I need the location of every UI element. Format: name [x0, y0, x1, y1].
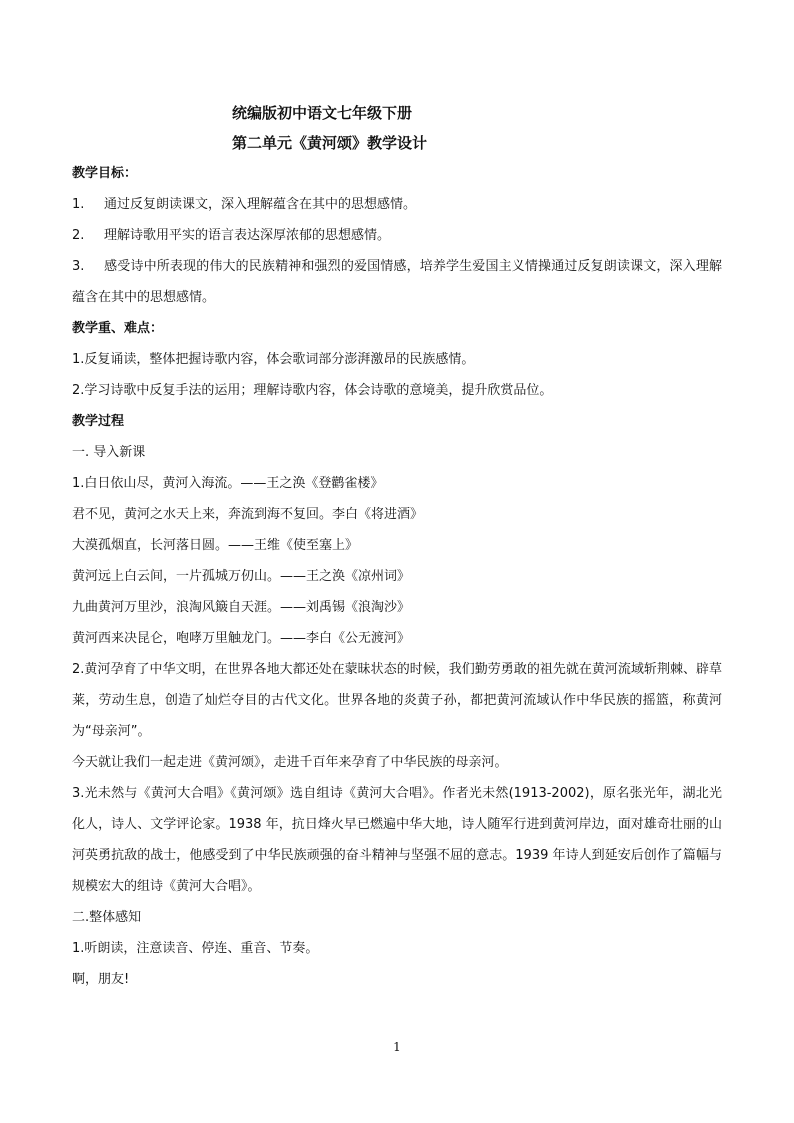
objectives-heading: 教学目标：	[72, 166, 138, 181]
objective-item-2	[72, 220, 722, 251]
key-points-heading: 教学重、难点：	[72, 321, 164, 336]
poem-line-1: 1.白日依山尽，黄河入海流。——王之涣《登鹳雀楼》	[72, 476, 384, 491]
section-2-heading: 二.整体感知	[72, 910, 142, 925]
poem-line-6: 黄河西来决昆仑，咆哮万里触龙门。——李白《公无渡河》	[72, 631, 411, 646]
paragraph-2: 2.黄河孕育了中华文明，在世界各地大都还处在蒙昧状态的时候，我们勤劳勇敢的祖先就在黄河流域斩荆棘、辟草莱，劳动生息，创造了灿烂夺目的古代文化。世界各地的炎黄子孙，都把黄河流域认作中华民族的摇篮，称黄河为“母亲河”。	[72, 662, 722, 739]
objective-text: 通过反复朗读课文，深入理解蕴含在其中的思想感情。	[104, 197, 417, 212]
doc-title-line1: 统编版初中语文七年级下册	[232, 104, 413, 122]
objective-text: 理解诗歌用平实的语言表达深厚浓郁的思想感情。	[104, 228, 391, 243]
paragraph-3: 3.光未然与《黄河大合唱》《黄河颂》选自组诗《黄河大合唱》。作者光未然(1913-2002)，原名张光年，湖北光化人，诗人、文学评论家。1938 年，抗日烽火早已燃遍中华大地，诗人随军行进到黄河岸边，面对雄奇壮丽的山河英勇抗敌的战士，他感受到了中华民族顽强的奋斗精神与坚强不屈的意志。1939 年诗人到延安后创作了篇幅与规模宏大的组诗《黄河大合唱》。	[72, 786, 722, 894]
objective-num: 1.	[72, 197, 85, 212]
process-heading: 教学过程	[72, 414, 125, 429]
poem-line-4: 黄河远上白云间，一片孤城万仞山。——王之涣《凉州词》	[72, 569, 411, 584]
objective-item-3	[72, 251, 722, 313]
verse-line: 啊，朋友!	[72, 972, 130, 987]
objective-item-1	[72, 189, 722, 220]
page-number: 1	[393, 1040, 401, 1054]
poem-line-2: 君不见，黄河之水天上来，奔流到海不复回。李白《将进酒》	[72, 507, 424, 522]
poem-line-5: 九曲黄河万里沙，浪淘风簸自天涯。——刘禹锡《浪淘沙》	[72, 600, 411, 615]
paragraph-today: 今天就让我们一起走进《黄河颂》，走进千百年来孕育了中华民族的母亲河。	[72, 755, 508, 770]
objective-num: 3.	[72, 259, 85, 274]
document-body	[72, 98, 722, 995]
objective-num: 2.	[72, 228, 85, 243]
listen-instruction: 1.听朗读，注意读音、停连、重音、节奏。	[72, 941, 319, 956]
doc-title-line2: 第二单元《黄河颂》教学设计	[232, 134, 428, 152]
objective-text: 感受诗中所表现的伟大的民族精神和强烈的爱国情感，培养学生爱国主义情操通过反复朗读课文，深入理解蕴含在其中的思想感情。	[72, 259, 722, 305]
key-point-item-2: 2.学习诗歌中反复手法的运用；理解诗歌内容，体会诗歌的意境美，提升欣赏品位。	[72, 383, 553, 398]
section-1-heading: 一. 导入新课	[72, 445, 146, 460]
poem-line-3: 大漠孤烟直，长河落日圆。——王维《使至塞上》	[72, 538, 359, 553]
key-point-item-1: 1.反复诵读，整体把握诗歌内容，体会歌词部分澎湃激昂的民族感情。	[72, 352, 475, 367]
